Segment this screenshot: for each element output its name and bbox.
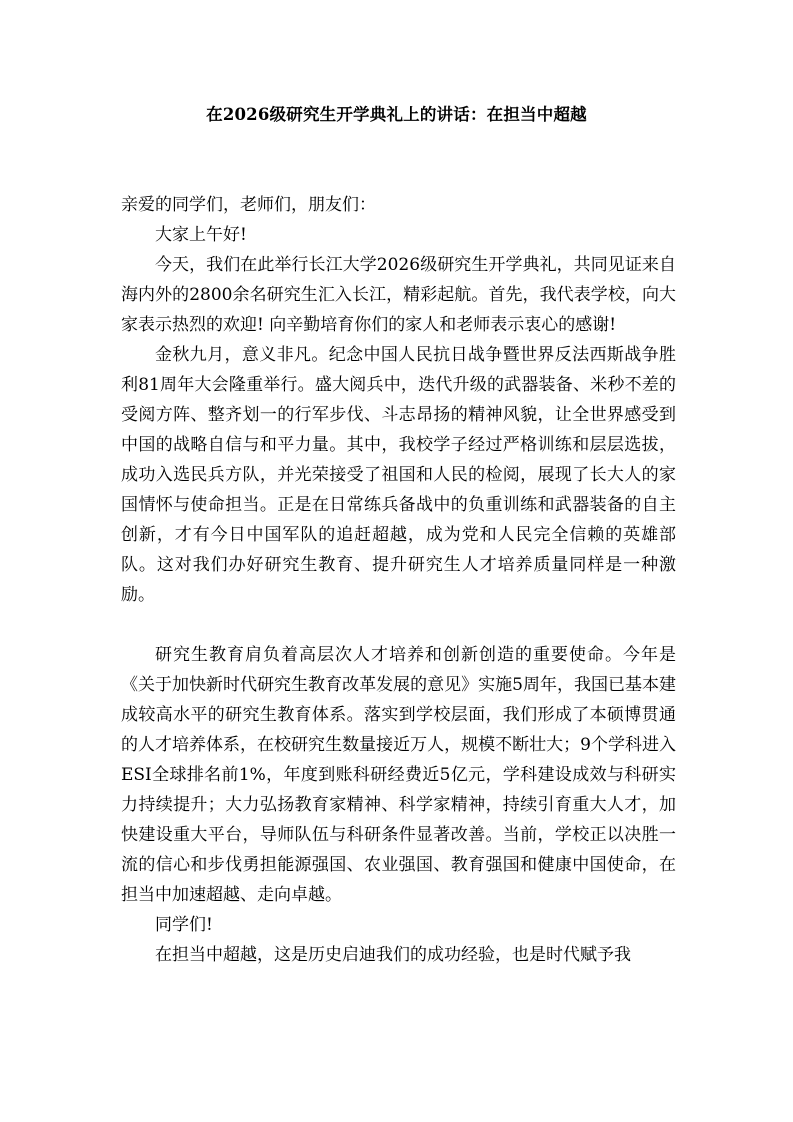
address-paragraph: 同学们! (155, 915, 213, 935)
september-paragraph: 金秋九月，意义非凡。纪念中国人民抗日战争暨世界反法西斯战争胜利81周年大会隆重举行。盛大阅兵中，迭代升级的武器装备、米秒不差的受阅方阵、整齐划一的行军步伐、斗志昂扬的精神风貌，让全世界感受到中国的战略自信与和平力量。其中，我校学子经过严格训练和层层选拔，成功入选民兵方队，并光荣接受了祖国和人民的检阅，展现了长大人的家国情怀与使命担当。正是在日常练兵备战中的负重训练和武器装备的自主创新，才有今日中国军队的追赶超越，成为党和人民完全信赖的英雄部队。这对我们办好研究生教育、提升研究生人才培养质量同样是一种激励。 (121, 345, 676, 605)
greeting-paragraph: 大家上午好! (155, 225, 247, 245)
closing-paragraph: 在担当中超越，这是历史启迪我们的成功经验，也是时代赋予我 (155, 945, 631, 965)
document-title: 在2026级研究生开学典礼上的讲话：在担当中超越 (206, 105, 587, 124)
salutation-paragraph: 亲爱的同学们，老师们，朋友们： (121, 195, 376, 215)
document-body (121, 190, 676, 970)
graduate-education-paragraph: 研究生教育肩负着高层次人才培养和创新创造的重要使命。今年是《关于加快新时代研究生教育改革发展的意见》实施5周年，我国已基本建成较高水平的研究生教育体系。落实到学校层面，我们形成了本硕博贯通的人才培养体系，在校研究生数量接近万人，规模不断壮大；9个学科进入ESI全球排名前1%，年度到账科研经费近5亿元，学科建设成效与科研实力持续提升；大力弘扬教育家精神、科学家精神，持续引育重大人才，加快建设重大平台，导师队伍与科研条件显著改善。当前，学校正以决胜一流的信心和步伐勇担能源强国、农业强国、教育强国和健康中国使命，在担当中加速超越、走向卓越。 (121, 645, 676, 905)
opening-paragraph: 今天，我们在此举行长江大学2026级研究生开学典礼，共同见证来自海内外的2800余名研究生汇入长江，精彩起航。首先，我代表学校，向大家表示热烈的欢迎! 向辛勤培育你们的家人和老师表示衷心的感谢! (121, 255, 676, 335)
